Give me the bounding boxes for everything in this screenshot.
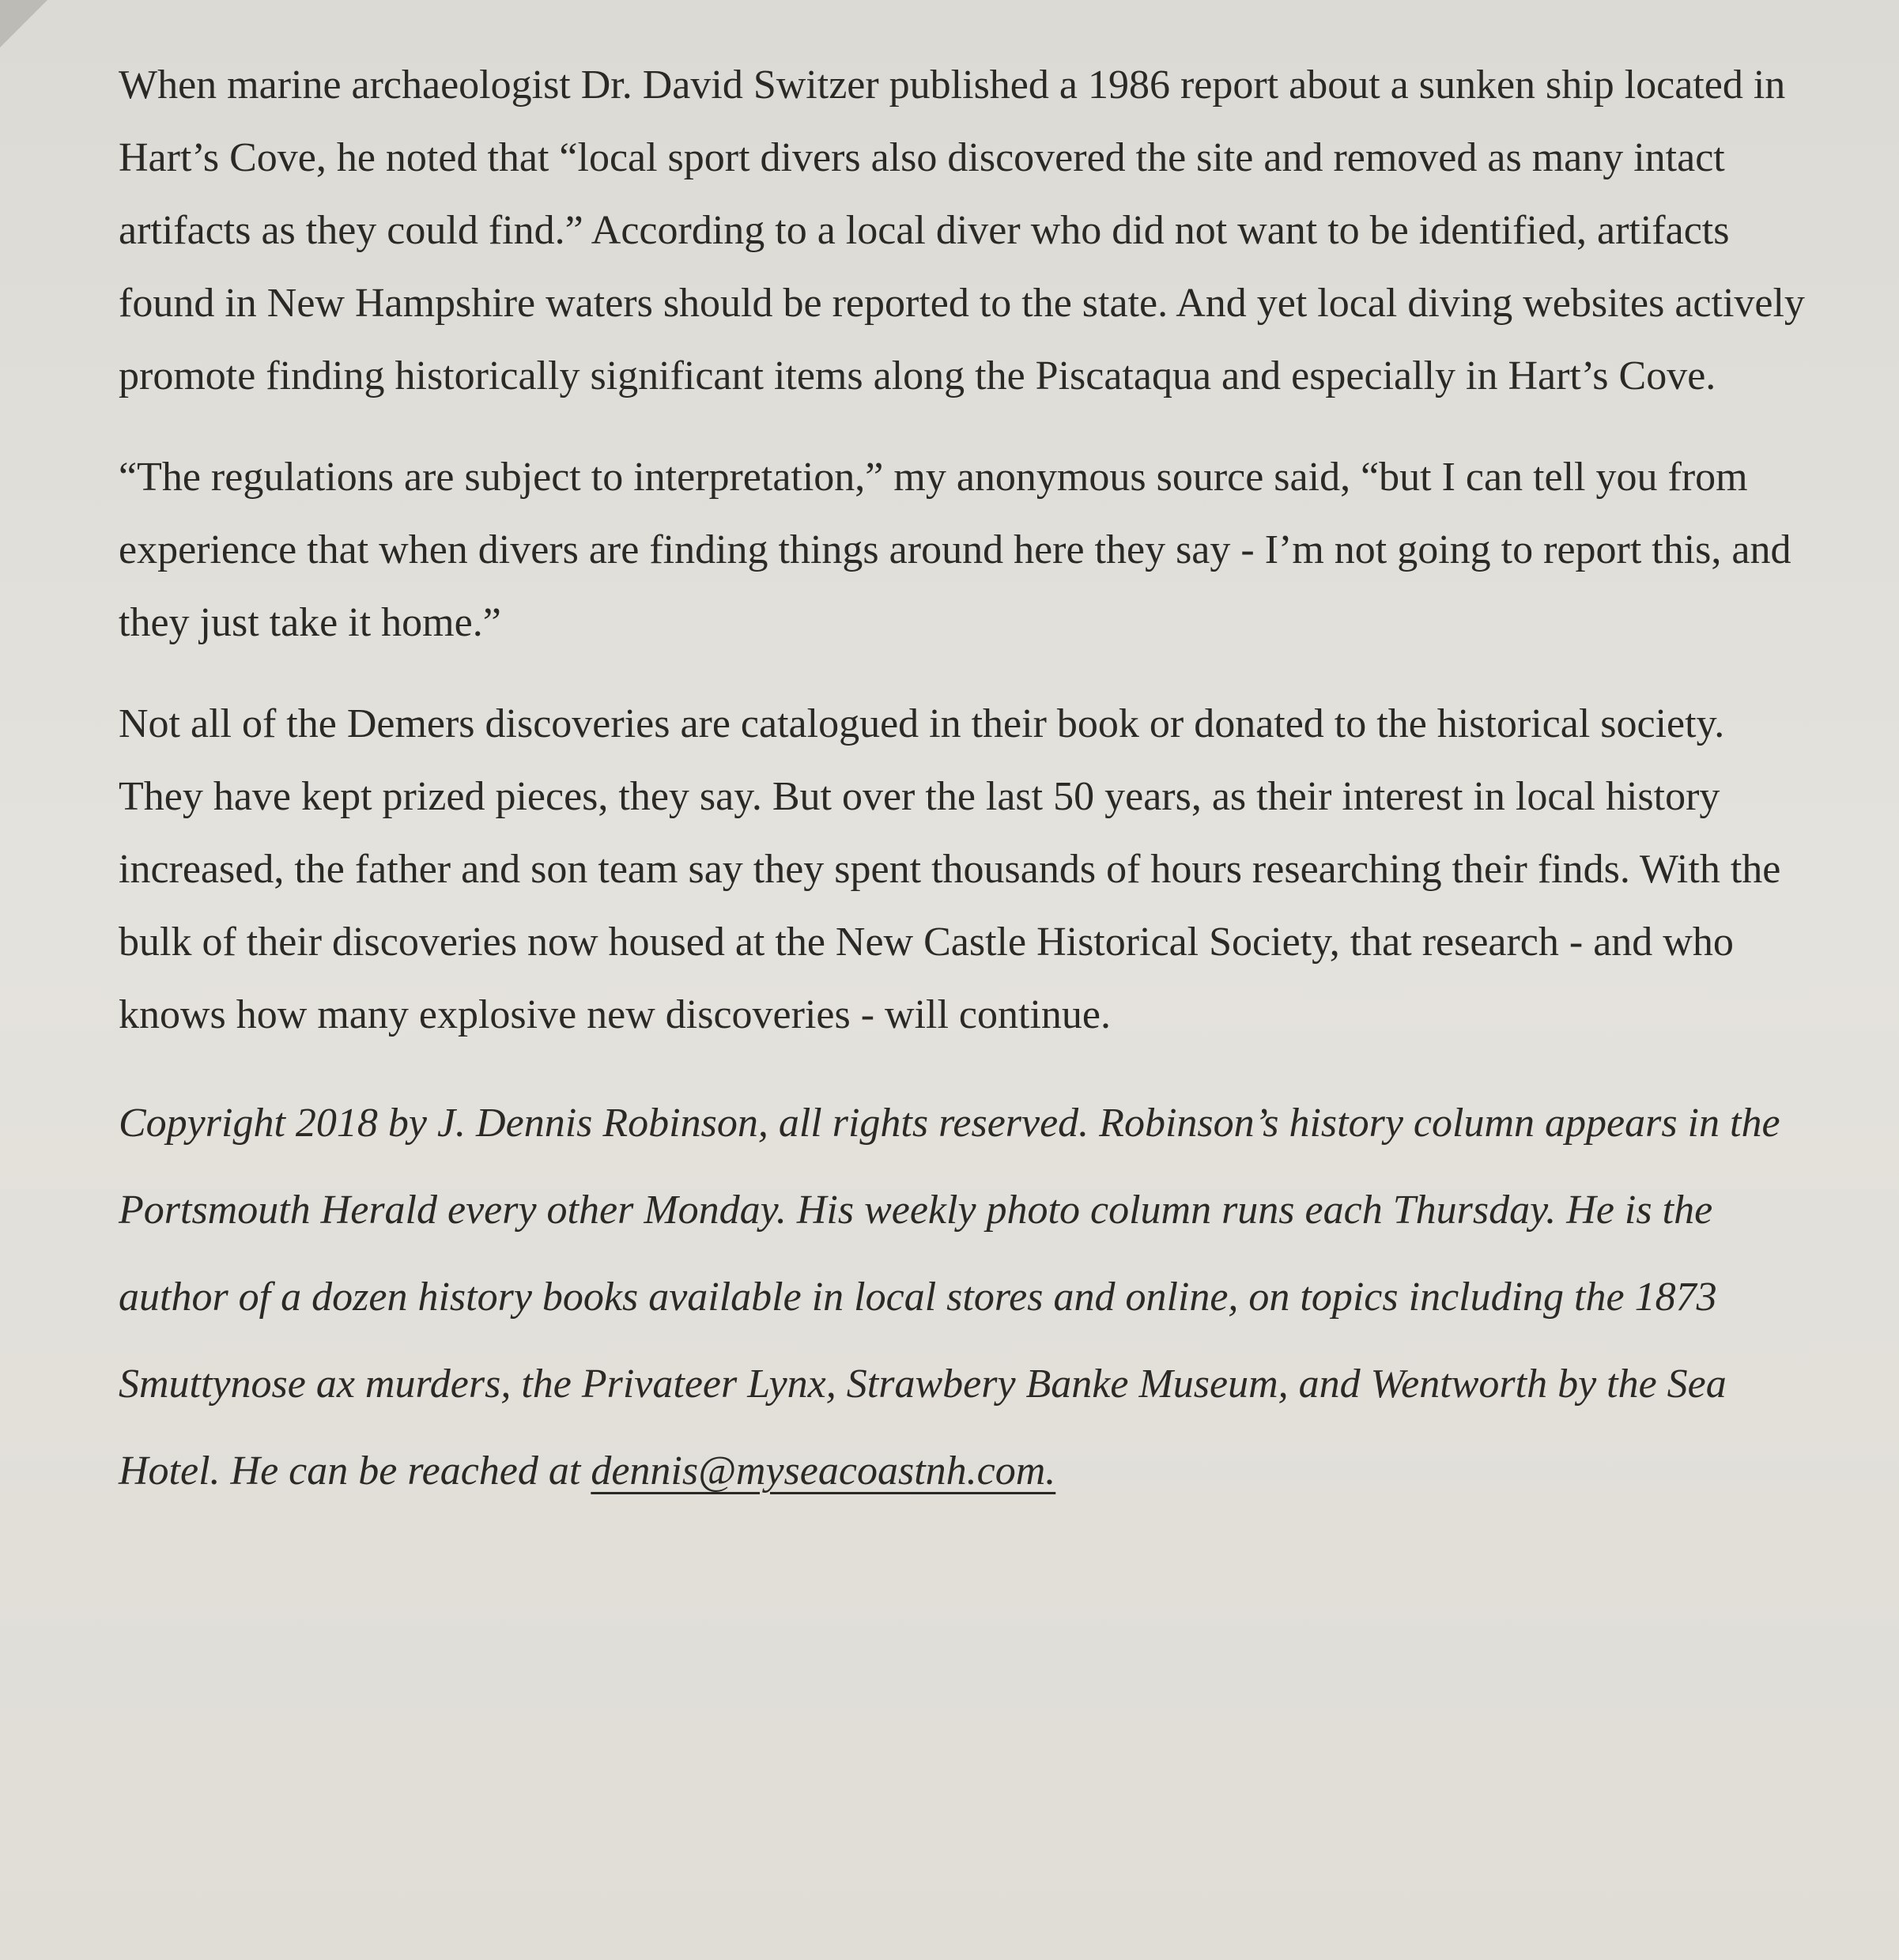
paragraph-anonymous-source: “The regulations are subject to interpretation,” my anonymous source said, “but I can tell you from experience that when divers are finding things around here they say - I’m not going to report this, and they just take it home.” (119, 455, 1791, 645)
author-email-link[interactable]: dennis@myseacoastnh.com. (591, 1448, 1056, 1494)
paragraph-switzer-report: When marine archaeologist Dr. David Switzer published a 1986 report about a sunken ship located in Hart’s Cove, he noted that “local sport divers also discovered the site and removed as many intact artifacts as they could find.” According to a local diver who did not want to be identified, artifacts found in New Hampshire waters should be reported to the state. And yet local diving websites actively promote finding historically significant items along the Piscataqua and especially in Hart’s Cove. (119, 62, 1805, 398)
copyright-footer (119, 1080, 1810, 1515)
page-corner-shadow (0, 0, 47, 47)
article-text (119, 49, 1810, 1543)
copyright-text: Copyright 2018 by J. Dennis Robinson, all rights reserved. Robinson’s history column appears in the Portsmouth Herald every other Monday. His weekly photo column runs each Thursday. He is the author of a dozen history books available in local stores and online, on topics including the 1873 Smuttynose ax murders, the Privateer Lynx, Strawbery Banke Museum, and Wentworth by the Sea Hotel. He can be reached at (119, 1101, 1780, 1494)
paragraph-demers-discoveries: Not all of the Demers discoveries are catalogued in their book or donated to the historical society. They have kept prized pieces, they say. But over the last 50 years, as their interest in local history increased, the father and son team say they spent thousands of hours researching their finds. With the bulk of their discoveries now housed at the New Castle Historical Society, that research - and who knows how many explosive new discoveries - will continue. (119, 701, 1781, 1037)
